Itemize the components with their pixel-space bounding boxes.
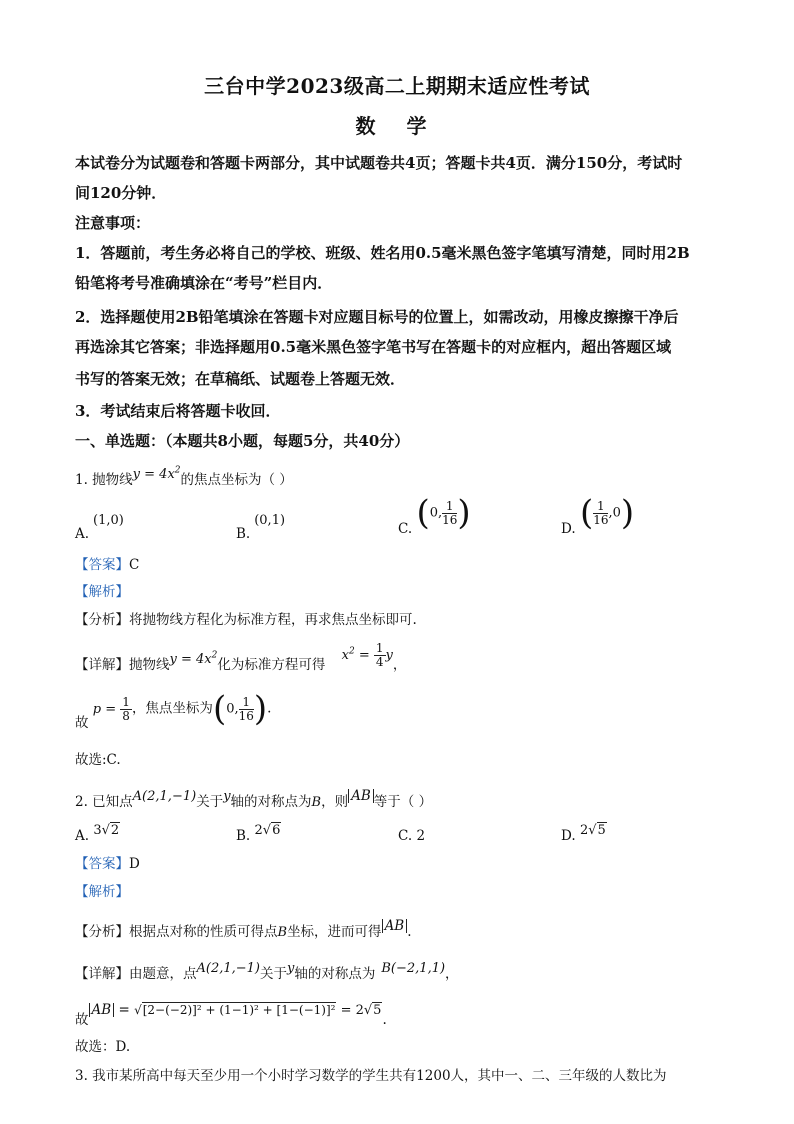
q2-point-a: A(2,1,−1) (196, 961, 261, 976)
q2-stem-text: ，则 (321, 794, 349, 810)
option-label: C. (398, 520, 413, 537)
fenxi-text: 坐标，进而可得 (287, 924, 382, 940)
gu-text: 故 (75, 714, 89, 731)
option-label: D. (561, 520, 576, 537)
period: . (407, 924, 412, 940)
q1-stem-post: 的焦点坐标为（ ） (180, 472, 293, 488)
answer-tag: 【答案】 (75, 856, 129, 872)
option-label: B. (236, 828, 251, 844)
fraction-numerator: 1 (239, 696, 254, 710)
q2-axis: y (223, 789, 231, 804)
q2-result-radicand: 5 (373, 1003, 382, 1018)
option-label: D. (561, 828, 576, 844)
answer-value: D (129, 856, 140, 872)
fenxi-tag: 【分析】 (75, 612, 129, 628)
period: . (267, 700, 272, 717)
q1-stem (75, 465, 293, 488)
detail-text: 轴的对称点为 (294, 966, 376, 982)
intro-line-2: 间120分钟． (75, 184, 167, 202)
note-1-line-2: 铅笔将考号准确填涂在“考号”栏目内． (75, 274, 333, 292)
q2-conclusion: 故选：D. (75, 1039, 131, 1055)
gu-text: 故 (75, 1012, 89, 1028)
q1-p-value: p = $\frac{1}{8}$ (92, 694, 130, 723)
q3-stem: 3. 我市某所高中每天至少用一个小时学习数学的学生共有1200人，其中一、二、三年级的人数比为 (75, 1068, 667, 1084)
fraction-denominator: 16 (593, 512, 609, 527)
detail-tag: 【详解】 (75, 966, 129, 982)
q2-axis: y (287, 961, 295, 976)
q1-option-d-post: ,0 (608, 505, 621, 521)
equals-sign: = (114, 1002, 135, 1018)
q1-focus-line: 故 p = $\frac{1}{8}$ ，焦点坐标为(0, $\frac{1}{16}$ ). (75, 689, 272, 731)
q2-stem (75, 790, 432, 810)
q2-abs-ab: AB (89, 1003, 115, 1017)
q1-option-b (236, 512, 286, 542)
q1-analysis-tag: 【解析】 (75, 584, 129, 600)
fraction-numerator: 1 (442, 500, 457, 514)
detail-text: 化为标准方程可得 (217, 657, 326, 673)
q2-point-b: B (277, 925, 288, 940)
fraction-denominator: 16 (442, 512, 458, 527)
q1-stem-math: $y = 4x^2$ (132, 465, 181, 482)
note-2-line-3: 书写的答案无效；在草稿纸、试题卷上答题无效． (75, 370, 406, 388)
fenxi-text: 将抛物线方程化为标准方程，再求焦点坐标即可. (129, 612, 417, 628)
note-2-line-1: 2．选择题使用2B铅笔填涂在答题卡对应题目标号的位置上，如需改动，用橡皮擦擦干净后 (75, 308, 679, 326)
option-label: A. (75, 526, 90, 542)
q1-detail-math: $y = 4x^2$ (169, 650, 218, 667)
option-label: C. (398, 828, 413, 844)
q2-answer (75, 852, 140, 872)
fraction-numerator: 1 (593, 500, 608, 514)
q2-point-a: A(2,1,−1) (132, 789, 197, 804)
answer-value: C (129, 557, 140, 573)
fenxi-tag: 【分析】 (75, 924, 129, 940)
comma: ， (445, 966, 459, 982)
detail-text: 由题意，点 (129, 966, 197, 982)
q2-result-coef: = 2 (336, 1003, 364, 1018)
fraction-denominator: 16 (238, 708, 254, 723)
q2-distance-formula: √[2−(−2)]² + (1−1)² + [1−(−1)]² (134, 1003, 336, 1017)
section-1-heading: 一、单选题：（本题共8小题，每题5分，共40分） (75, 432, 410, 450)
q1-answer (75, 553, 139, 573)
q2-stem-text: 轴的对称点为 (230, 794, 312, 810)
notes-heading: 注意事项： (75, 214, 151, 232)
q2-option-d: D. 2√5 (561, 823, 606, 844)
intro-line-1: 本试卷分为试题卷和答题卡两部分，其中试题卷共4页；答题卡共4页．满分150分，考试时 (75, 154, 683, 172)
q2-fenxi (75, 920, 412, 940)
q1-conclusion: 故选:C. (75, 752, 121, 768)
detail-tag: 【详解】 (75, 657, 129, 673)
q1-option-c: C. (0, $\frac{1}{16}$ ) (398, 493, 471, 537)
q2-stem-text: 关于 (196, 794, 224, 810)
detail-text: 抛物线 (129, 657, 170, 673)
q2-stem-text: 等于（ ） (373, 794, 433, 810)
answer-tag: 【答案】 (75, 557, 129, 573)
q2-analysis-tag: 【解析】 (75, 884, 129, 900)
q1-option-b-value: (0,1) (254, 513, 286, 528)
focus-pre: 0, (226, 701, 239, 717)
exam-title: 三台中学2023级高二上期期末适应性考试 (204, 74, 590, 98)
detail-text: 关于 (260, 966, 288, 982)
q1-detail (75, 641, 407, 679)
option-label: A. (75, 828, 90, 844)
note-1-line-1: 1．答题前，考生务必将自己的学校、班级、姓名用0.5毫米黑色签字笔填写清楚，同时用2B (75, 244, 690, 262)
note-2-line-2: 再选涂其它答案；非选择题用0.5毫米黑色签字笔书写在答题卡的对应框内，超出答题区域 (75, 338, 672, 356)
q2-calculation: 故AB = √[2−(−2)]² + (1−1)² + [1−(−1)]² = 2√5. (75, 1002, 387, 1028)
q2-option-a: A. 3√2 (75, 823, 120, 844)
q2-detail (75, 962, 459, 982)
q1-stem-pre: 1. 抛物线 (75, 472, 133, 488)
q2-point-b-coords: B(−2,1,1) (381, 961, 446, 976)
fenxi-text: 根据点对称的性质可得点 (129, 924, 278, 940)
note-3: 3．考试结束后将答题卡收回． (75, 402, 281, 420)
q1-standard-equation: $x^2$ = $\frac{1}{4}$ y (341, 641, 393, 669)
comma: ， (392, 657, 407, 673)
q2-stem-pre: 2. 已知点 (75, 794, 133, 810)
focus-text: ，焦点坐标为 (131, 700, 213, 717)
q2-option-c (398, 828, 425, 844)
option-label: B. (236, 526, 251, 542)
subject-title: 数 学 (355, 114, 439, 138)
q1-option-d: D. ( $\frac{1}{16}$ ,0) (561, 493, 635, 537)
q2-option-b: B. 2√6 (236, 823, 281, 844)
q1-option-c-pre: 0, (429, 505, 443, 521)
q1-option-a (75, 512, 124, 542)
q2-option-c-value: 2 (416, 828, 426, 844)
q1-fenxi (75, 608, 417, 628)
period: . (382, 1012, 387, 1028)
q2-abs-ab: AB (348, 789, 374, 803)
q2-point-b: B (311, 795, 322, 810)
q2-abs-ab: AB (382, 919, 408, 933)
q1-option-a-value: (1,0) (93, 513, 124, 528)
